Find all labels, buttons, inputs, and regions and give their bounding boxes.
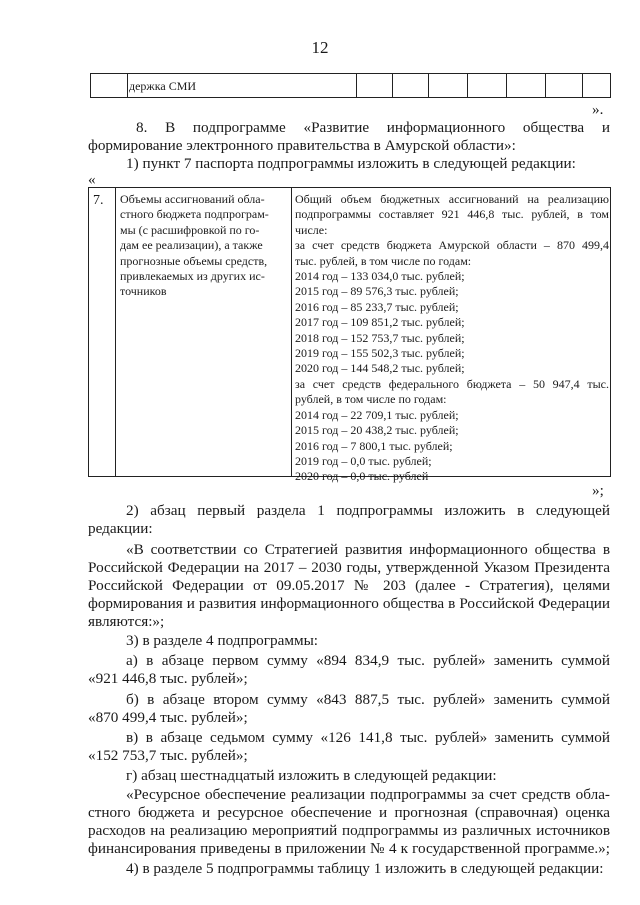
resource-quote-line-3: расходов на реализацию мероприятий подпрограммы из различных источников [88, 822, 610, 839]
cell-line: прогнозные объемы средств, [120, 253, 268, 268]
table-column-divider [545, 74, 546, 97]
item-2-line-2: редакции: [88, 520, 153, 537]
table-column-divider [115, 188, 116, 476]
item-3v-line-1: в) в абзаце седьмом сумму «126 141,8 тыс. рублей» заменить суммой [126, 729, 610, 746]
strategy-quote-line-4: формирования и развития информационного общества в Российской Федерации [88, 595, 610, 612]
table-column-divider [582, 74, 583, 97]
cell-line: за счет средств бюджета Амурской области – 870 499,4 [295, 238, 609, 253]
item-1: 1) пункт 7 паспорта подпрограммы изложить в следующей редакции: [126, 155, 576, 172]
cell-line: 2017 год – 109 851,2 тыс. рублей; [295, 315, 465, 330]
item-3b-line-1: б) в абзаце втором сумму «843 887,5 тыс. рублей» заменить суммой [126, 691, 610, 708]
strategy-quote-line-2: Российской Федерации на 2017 – 2030 годы, утвержденной Указом Президента [88, 559, 610, 576]
passport-table [88, 187, 611, 484]
cell-line: 2014 год – 133 034,0 тыс. рублей; [295, 269, 465, 284]
cell-line: стного бюджета подпрограм- [120, 207, 269, 222]
item-2-line-1: 2) абзац первый раздела 1 подпрограммы изложить в следующей [126, 502, 610, 519]
cell-line: Общий объем бюджетных ассигнований на реализацию [295, 192, 609, 206]
table-column-divider [356, 74, 357, 97]
cell-line: Объемы ассигнований обла- [120, 192, 265, 206]
closing-quote: »; [592, 482, 604, 499]
strategy-quote-line-5: являются:»; [88, 613, 165, 630]
cell-line: 2016 год – 85 233,7 тыс. рублей; [295, 299, 459, 314]
table-cell-text: держка СМИ [129, 79, 197, 93]
cell-line: 2020 год – 144 548,2 тыс. рублей; [295, 361, 465, 376]
resource-quote-line-4: финансирования приведены в приложении № 4 к государственной программе.»; [88, 840, 610, 857]
item-3v-line-2: «152 753,7 тыс. рублей»; [88, 747, 248, 764]
item-3g: г) абзац шестнадцатый изложить в следующей редакции: [126, 767, 497, 784]
resource-quote-line-1: «Ресурсное обеспечение реализации подпрограммы за счет средств обла- [126, 786, 610, 803]
cell-line: 2014 год – 22 709,1 тыс. рублей; [295, 407, 459, 422]
item-3: 3) в разделе 4 подпрограммы: [126, 632, 318, 649]
table-cell-values [295, 192, 609, 485]
table-column-divider [467, 74, 468, 97]
cell-line: 2016 год – 7 800,1 тыс. рублей; [295, 438, 453, 453]
cell-line: за счет средств федерального бюджета – 50 947,4 тыс. [295, 376, 609, 391]
closing-quote: ». [592, 101, 604, 118]
cell-line: дам ее реализации), а также [120, 238, 263, 253]
item-3a-line-2: «921 446,8 тыс. рублей»; [88, 670, 248, 687]
row-number: 7. [93, 193, 104, 208]
cell-line: 2018 год – 152 753,7 тыс. рублей; [295, 330, 465, 345]
cell-line: тыс. рублей, в том числе по годам: [295, 253, 472, 268]
cell-line: подпрограммы составляет 921 446,8 тыс. рублей, в том [295, 207, 609, 222]
paragraph-8-line-2: формирование электронного правительства в Амурской области»: [88, 137, 516, 154]
item-3b-line-2: «870 499,4 тыс. рублей»; [88, 709, 248, 726]
table-column-divider [392, 74, 393, 97]
cell-line: 2019 год – 155 502,3 тыс. рублей; [295, 346, 465, 361]
table-column-divider [127, 74, 128, 97]
cell-line: 2019 год – 0,0 тыс. рублей; [295, 453, 432, 468]
continued-table-fragment [90, 73, 611, 98]
cell-line: 2015 год – 20 438,2 тыс. рублей; [295, 423, 459, 438]
item-3a-line-1: а) в абзаце первом сумму «894 834,9 тыс. рублей» заменить суммой [126, 652, 610, 669]
table-column-divider [428, 74, 429, 97]
item-4: 4) в разделе 5 подпрограммы таблицу 1 изложить в следующей редакции: [126, 860, 604, 877]
cell-line: числе: [295, 222, 328, 237]
table-column-divider [291, 188, 292, 476]
page-number: 12 [311, 38, 329, 57]
cell-line: 2020 год – 0,0 тыс. рублей [295, 469, 429, 484]
table-cell-description [120, 192, 290, 300]
table-column-divider [506, 74, 507, 97]
cell-line: точников [120, 284, 167, 299]
strategy-quote-line-3: Российской Федерации от 09.05.2017 № 203 (далее - Стратегия), целями [88, 577, 610, 594]
cell-line: 2015 год – 89 576,3 тыс. рублей; [295, 284, 459, 299]
paragraph-8-line-1: 8. В подпрограмме «Развитие информационного общества и [136, 119, 610, 136]
cell-line: мы (с расшифровкой по го- [120, 222, 260, 237]
opening-quote: « [88, 171, 96, 188]
strategy-quote-line-1: «В соответствии со Стратегией развития информационного общества в [126, 541, 610, 558]
resource-quote-line-2: стного бюджета и ресурсное обеспечение и прогнозная (справочная) оценка [88, 804, 610, 821]
cell-line: привлекаемых из других ис- [120, 269, 265, 284]
cell-line: рублей, в том числе по годам: [295, 392, 447, 407]
